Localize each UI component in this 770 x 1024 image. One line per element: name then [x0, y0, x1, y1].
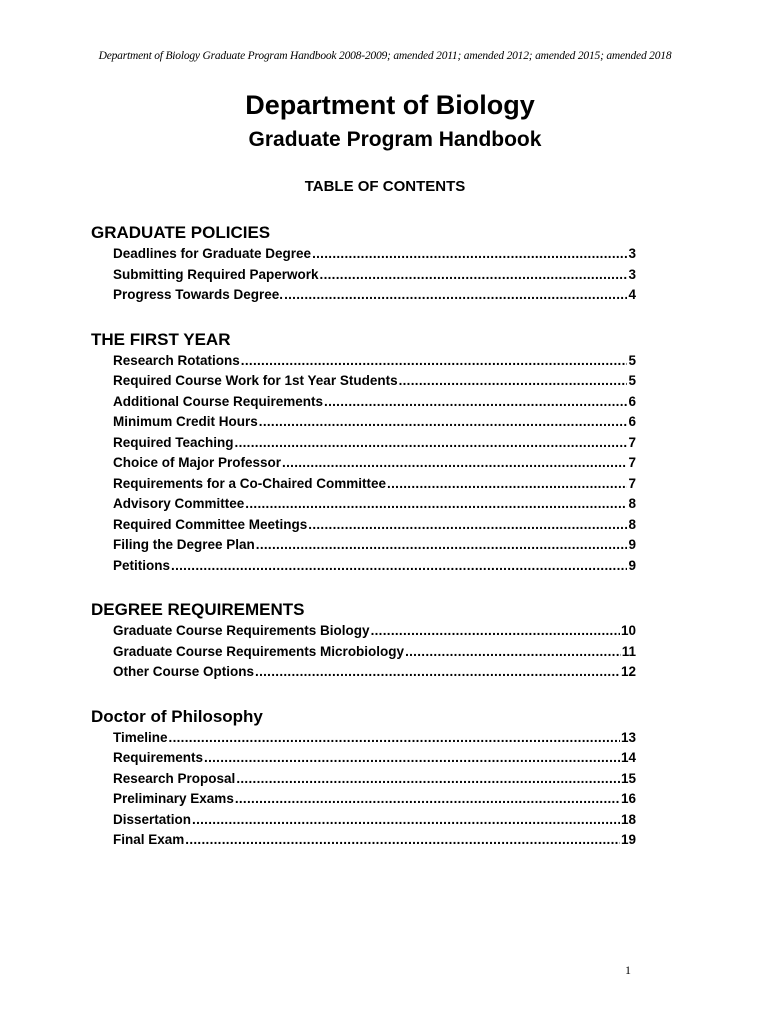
dot-leader — [387, 476, 627, 491]
toc-entry[interactable] — [113, 455, 636, 476]
entry-list — [91, 353, 651, 579]
dot-leader — [236, 771, 620, 786]
entry-label: Research Rotations — [113, 352, 240, 368]
entry-label: Graduate Course Requirements Microbiology — [113, 643, 405, 659]
entry-page: 9 — [628, 557, 636, 573]
entry-label: Research Proposal — [113, 770, 236, 786]
dot-leader — [399, 373, 628, 388]
toc-entry[interactable] — [113, 476, 636, 497]
entry-page: 6 — [628, 414, 636, 429]
toc-entry[interactable] — [113, 246, 636, 267]
entry-label: Additional Course Requirements — [113, 393, 324, 409]
toc-entry[interactable] — [113, 537, 636, 558]
dot-leader — [204, 750, 620, 765]
entry-page: 8 — [628, 496, 636, 511]
dot-leader — [405, 644, 621, 659]
table-of-contents — [91, 222, 651, 853]
toc-entry[interactable] — [113, 791, 636, 812]
dot-leader — [371, 623, 620, 638]
entry-label: Minimum Credit Hours — [113, 414, 258, 429]
dot-leader — [320, 267, 628, 282]
dot-leader — [259, 414, 628, 429]
entry-label: Graduate Course Requirements Biology — [113, 623, 370, 638]
dot-leader — [241, 353, 628, 368]
section-title: Doctor of Philosophy — [91, 706, 263, 726]
toc-entry[interactable] — [113, 373, 636, 394]
toc-entry[interactable] — [113, 812, 636, 833]
toc-entry[interactable] — [113, 832, 636, 853]
entry-page: 10 — [620, 623, 636, 638]
dot-leader — [235, 791, 620, 806]
running-header: Department of Biology Graduate Program Handbook 2008-2009; amended 2011; amended 2012; amended 2015; amended 2018 — [98, 50, 672, 62]
entry-label: Required Teaching — [113, 434, 234, 450]
entry-page: 7 — [628, 434, 636, 450]
toc-entry[interactable] — [113, 623, 636, 644]
dot-leader — [169, 730, 620, 745]
entry-label: Preliminary Exams — [113, 791, 234, 806]
dot-leader — [255, 664, 620, 679]
toc-entry[interactable] — [113, 771, 636, 792]
entry-page: 3 — [628, 246, 636, 261]
section-title: GRADUATE POLICIES — [91, 223, 271, 242]
entry-page: 5 — [628, 373, 636, 388]
dot-leader — [256, 537, 628, 552]
entry-label: Progress Towards Degree. — [113, 287, 284, 302]
dot-leader — [312, 246, 627, 261]
dot-leader — [245, 496, 627, 511]
page-number: 1 — [625, 963, 631, 977]
toc-entry[interactable] — [113, 287, 636, 308]
dot-leader — [171, 558, 627, 573]
entry-label: Deadlines for Graduate Degree — [113, 246, 312, 261]
toc-entry[interactable] — [113, 414, 636, 435]
entry-page: 5 — [628, 352, 636, 368]
entry-page: 13 — [620, 729, 636, 745]
entry-page: 3 — [628, 266, 636, 282]
entry-label: Requirements for a Co-Chaired Committee — [113, 475, 387, 491]
entry-list — [91, 246, 651, 308]
toc-entry[interactable] — [113, 664, 636, 685]
entry-page: 12 — [620, 664, 636, 679]
entry-label: Advisory Committee — [113, 496, 245, 511]
dot-leader — [185, 832, 620, 847]
toc-section-degree-requirements — [91, 599, 651, 685]
toc-section-graduate-policies — [91, 222, 651, 308]
entry-label: Choice of Major Professor — [113, 455, 282, 470]
toc-entry[interactable] — [113, 394, 636, 415]
toc-section-first-year — [91, 329, 651, 579]
toc-entry[interactable] — [113, 435, 636, 456]
dot-leader — [324, 394, 627, 409]
entry-label: Required Course Work for 1st Year Students — [113, 373, 398, 388]
toc-entry[interactable] — [113, 267, 636, 288]
toc-entry[interactable] — [113, 750, 636, 771]
dot-leader — [282, 455, 627, 470]
entry-label: Filing the Degree Plan — [113, 537, 255, 552]
document-title: Department of Biology — [245, 90, 535, 120]
section-title: THE FIRST YEAR — [91, 329, 231, 349]
entry-list — [91, 623, 651, 685]
entry-page: 19 — [620, 832, 636, 847]
toc-entry[interactable] — [113, 496, 636, 517]
section-title: DEGREE REQUIREMENTS — [91, 600, 305, 619]
entry-page: 15 — [620, 770, 636, 786]
toc-entry[interactable] — [113, 558, 636, 579]
dot-leader — [192, 812, 620, 827]
entry-label: Dissertation — [113, 811, 192, 827]
entry-label: Submitting Required Paperwork — [113, 266, 319, 282]
toc-entry[interactable] — [113, 353, 636, 374]
toc-entry[interactable] — [113, 517, 636, 538]
entry-label: Required Committee Meetings — [113, 516, 308, 532]
dot-leader — [308, 517, 627, 532]
entry-label: Other Course Options — [113, 664, 255, 679]
dot-leader — [235, 435, 628, 450]
toc-entry[interactable] — [113, 644, 636, 665]
entry-page: 16 — [620, 791, 636, 806]
toc-heading: TABLE OF CONTENTS — [304, 178, 466, 195]
entry-label: Final Exam — [113, 832, 185, 847]
entry-page: 8 — [628, 516, 636, 532]
entry-label: Requirements — [113, 750, 204, 765]
entry-page: 11 — [621, 643, 636, 659]
toc-section-doctor-of-philosophy — [91, 706, 651, 853]
entry-label: Petitions — [113, 557, 171, 573]
toc-entry[interactable] — [113, 730, 636, 751]
entry-page: 4 — [628, 287, 636, 302]
entry-page: 9 — [628, 537, 636, 552]
entry-page: 7 — [628, 455, 636, 470]
entry-page: 6 — [628, 393, 636, 409]
entry-label: Timeline — [113, 729, 168, 745]
entry-page: 18 — [620, 811, 636, 827]
dot-leader — [284, 287, 627, 302]
entry-list — [91, 730, 651, 853]
document-subtitle: Graduate Program Handbook — [248, 128, 542, 151]
entry-page: 7 — [628, 475, 636, 491]
entry-page: 14 — [620, 750, 636, 765]
